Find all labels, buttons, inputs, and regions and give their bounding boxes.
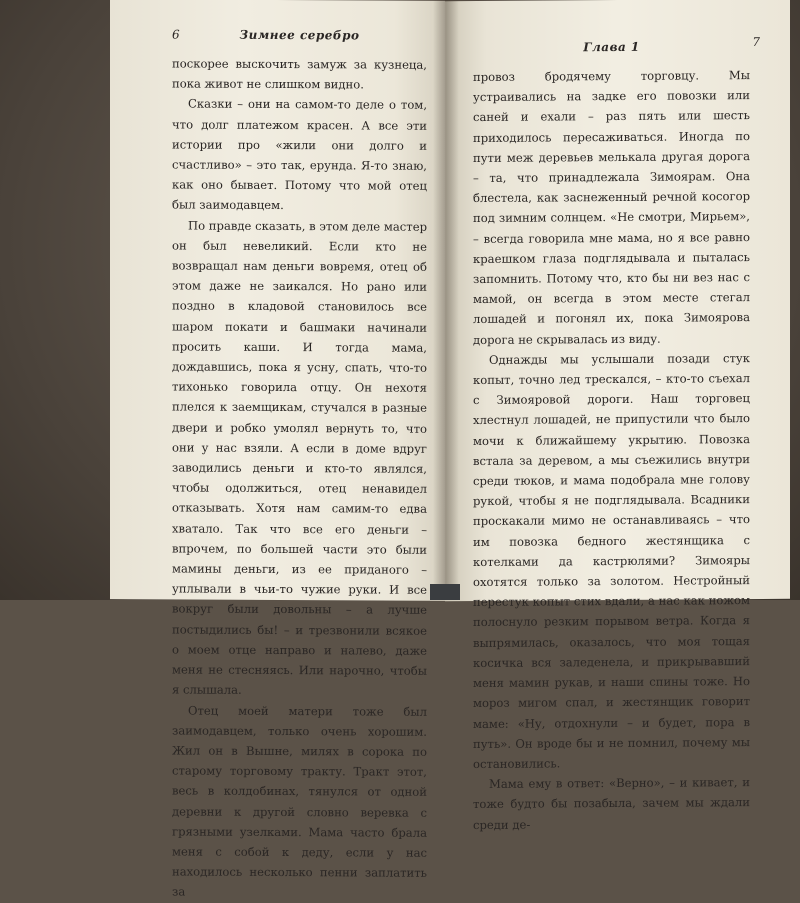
paragraph: провоз бродячему торговцу. Мы устраивались на задке его повозки или саней и ехали – раз пять или шесть приходилось пересаживаться. Иногда по пути меж деревьев мелькала другая дорога – та, что принадлежала Зимоярам. Она блестела, как заснеженный речной косогор под зимним солнцем. «Не смотри, Мирьем», – всегда говорила мне мама, но я все равно краешком глаза подглядывала и пыталась запомнить. Потому что, кто бы ни вез нас с мамой, он всегда в этом месте стегал лошадей и погонял их, пока Зимоярова дорога не скрывалась из виду.: [473, 68, 750, 347]
paragraph: Сказки – они на самом-то деле о том, что долг платежом красен. А все эти истории про «жили они долго и счастливо» – это так, ерунда. Я-то знаю, как оно бывает. Потому что мой отец был заимодавцем.: [172, 96, 427, 213]
book-spine: [430, 584, 460, 600]
left-page-number: 6: [172, 27, 180, 42]
right-running-head: [473, 35, 760, 59]
right-page-number: 7: [752, 35, 760, 50]
chapter-header: Глава 1: [583, 39, 640, 55]
paragraph: Однажды мы услышали позади стук копыт, точно лед трескался, – кто-то съехал с Зимояровой дороги. Наш торговец хлестнул лошадей, не припустили что было мочи к ближайшему укрытию. Повозка встала за деревом, а мы съежились внутри среди тюков, и мама подобрала мне голову рукой, чтобы я не подглядывала. Всадники проскакали мимо не останавливаясь – что им повозка бедного жестянщика с котелками да кастрюлями? Зимояры охотятся только за золотом. Нестройный перестук копыт стих вдали, а нас как ножом полоснуло резким порывом ветра. Когда я выпрямилась, оказалось, что моя тощая косичка вся заледенела, и прикрывавший меня мамин рукав, и наши спины тоже. Но мороз мигом спал, и жестянщик говорит маме: «Ну, отдохнули – и будет, пора в путь». Он вроде бы и не помнил, почему мы остановились.: [473, 350, 750, 771]
left-running-head: [172, 27, 427, 46]
paragraph: поскорее выскочить замуж за кузнеца, пока живот не слишком видно.: [172, 56, 427, 92]
right-page: [445, 0, 790, 832]
book-gutter: [433, 0, 459, 600]
paragraph: По правде сказать, в этом деле мастер он был невеликий. Если кто не возвращал нам деньги вовремя, отец об этом даже не заикался. Но рано или поздно в кладовой становилось все шаром покати и башмаки начинали просить каши. И тогда мама, дождавшись, пока я усну, спать, что-то тихонько говорила отцу. Он нехотя плелся к заемщикам, стучался в разные двери и робко умолял вернуть то, что они у нас взяли. А если в доме вдруг заводились деньги и кто-то являлся, чтобы одолжиться, отец ненавидел отказывать. Хотя нам самим-то едва хватало. Так что все его деньги – впрочем, по большей части это были мамины деньги, из ее приданого – уплывали в чьи-то чужие руки. И все вокруг были довольны – а лучше постыдились бы! – и трезвонили всякое о моем отце направо и налево, даже меня не стесняясь. Или нарочно, чтобы я слышала.: [172, 218, 427, 698]
left-page: [110, 0, 445, 899]
paragraph: Отец моей матери тоже был заимодавцем, только очень хорошим. Жил он в Вышне, милях в сорока по старому торговому тракту. Тракт этот, весь в колдобинах, тянулся от одной деревни к другой словно веревка с грязными узелками. Мама часто брала меня с собой к деду, если у нас находилось несколько пенни заплатить за: [172, 703, 427, 899]
book-title-header: Зимнее серебро: [239, 27, 360, 43]
open-book: [100, 0, 790, 899]
right-page-text: [473, 65, 750, 835]
paragraph: Мама ему в ответ: «Верно», – и кивает, и тоже будто бы позабыла, зачем мы ждали среди де-: [473, 775, 750, 832]
left-page-text: [172, 53, 427, 903]
